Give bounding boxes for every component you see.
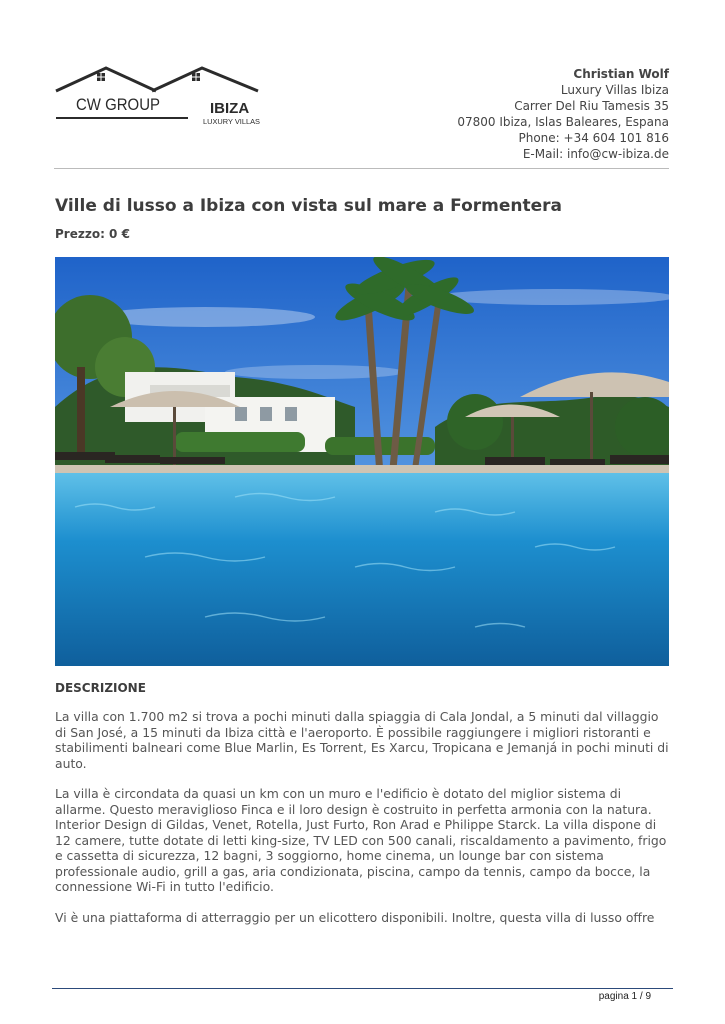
listing-price: Prezzo: 0 €: [55, 227, 130, 241]
contact-email[interactable]: E-Mail: info@cw-ibiza.de: [522, 147, 669, 161]
contact-company: Luxury Villas Ibiza: [560, 83, 669, 97]
description-heading: DESCRIZIONE: [55, 681, 146, 695]
company-logo: [54, 64, 264, 130]
footer-divider: [52, 988, 673, 989]
header-divider: [54, 168, 669, 169]
contact-phone[interactable]: Phone: +34 604 101 816: [518, 131, 669, 145]
logo-place: IBIZA: [210, 100, 250, 117]
villa-pool-photo: [55, 257, 669, 666]
contact-street: Carrer Del Riu Tamesis 35: [514, 99, 669, 113]
contact-city: 07800 Ibiza, Islas Baleares, Espana: [457, 115, 669, 129]
contact-block: [457, 66, 669, 162]
logo-tagline: LUXURY VILLAS: [203, 119, 261, 126]
description-paragraph: Vi è una piattaforma di atterraggio per un elicottero disponibili. Inoltre, questa villa di lusso offre: [55, 909, 655, 925]
description-paragraph: La villa è circondata da quasi un km con un muro e l'edificio è dotato del miglior sistema di allarme. Questo meraviglioso Finca e il loro design è costruito in perfetta armonia con la natura. Interior Design di Gildas, Venet, Rotella, Just Furto, Ron Arad e Philippe Starck. La villa dispone di 12 camere, tutte dotate di letti king-size, TV LED con 500 canali, riscaldamento a pavimento, frigo e cassetta di sicurezza, 12 bagni, 3 soggiorno, home cinema, un lounge bar con sistema professionale audio, grill a gas, aria condizionata, piscina, campo da tennis, campo da bocce, la connessione Wi-Fi in tutto l'edificio.: [55, 786, 667, 894]
listing-title: Ville di lusso a Ibiza con vista sul mare a Formentera: [55, 196, 563, 216]
contact-name: Christian Wolf: [573, 67, 669, 81]
description-paragraph: La villa con 1.700 m2 si trova a pochi minuti dalla spiaggia di Cala Jondal, a 5 minuti dal villaggio di San José, a 15 minuti da Ibiza città e l'aeroporto. È possibile raggiungere i migliori ristoranti e stabilimenti balneari come Blue Marlin, Es Torrent, Es Xarcu, Tropicana e Jemanjá in pochi minuti di auto.: [55, 709, 669, 771]
description-body: [55, 709, 671, 940]
logo-brand: CW GROUP: [76, 95, 160, 114]
page-number: pagina 1 / 9: [598, 991, 651, 1002]
